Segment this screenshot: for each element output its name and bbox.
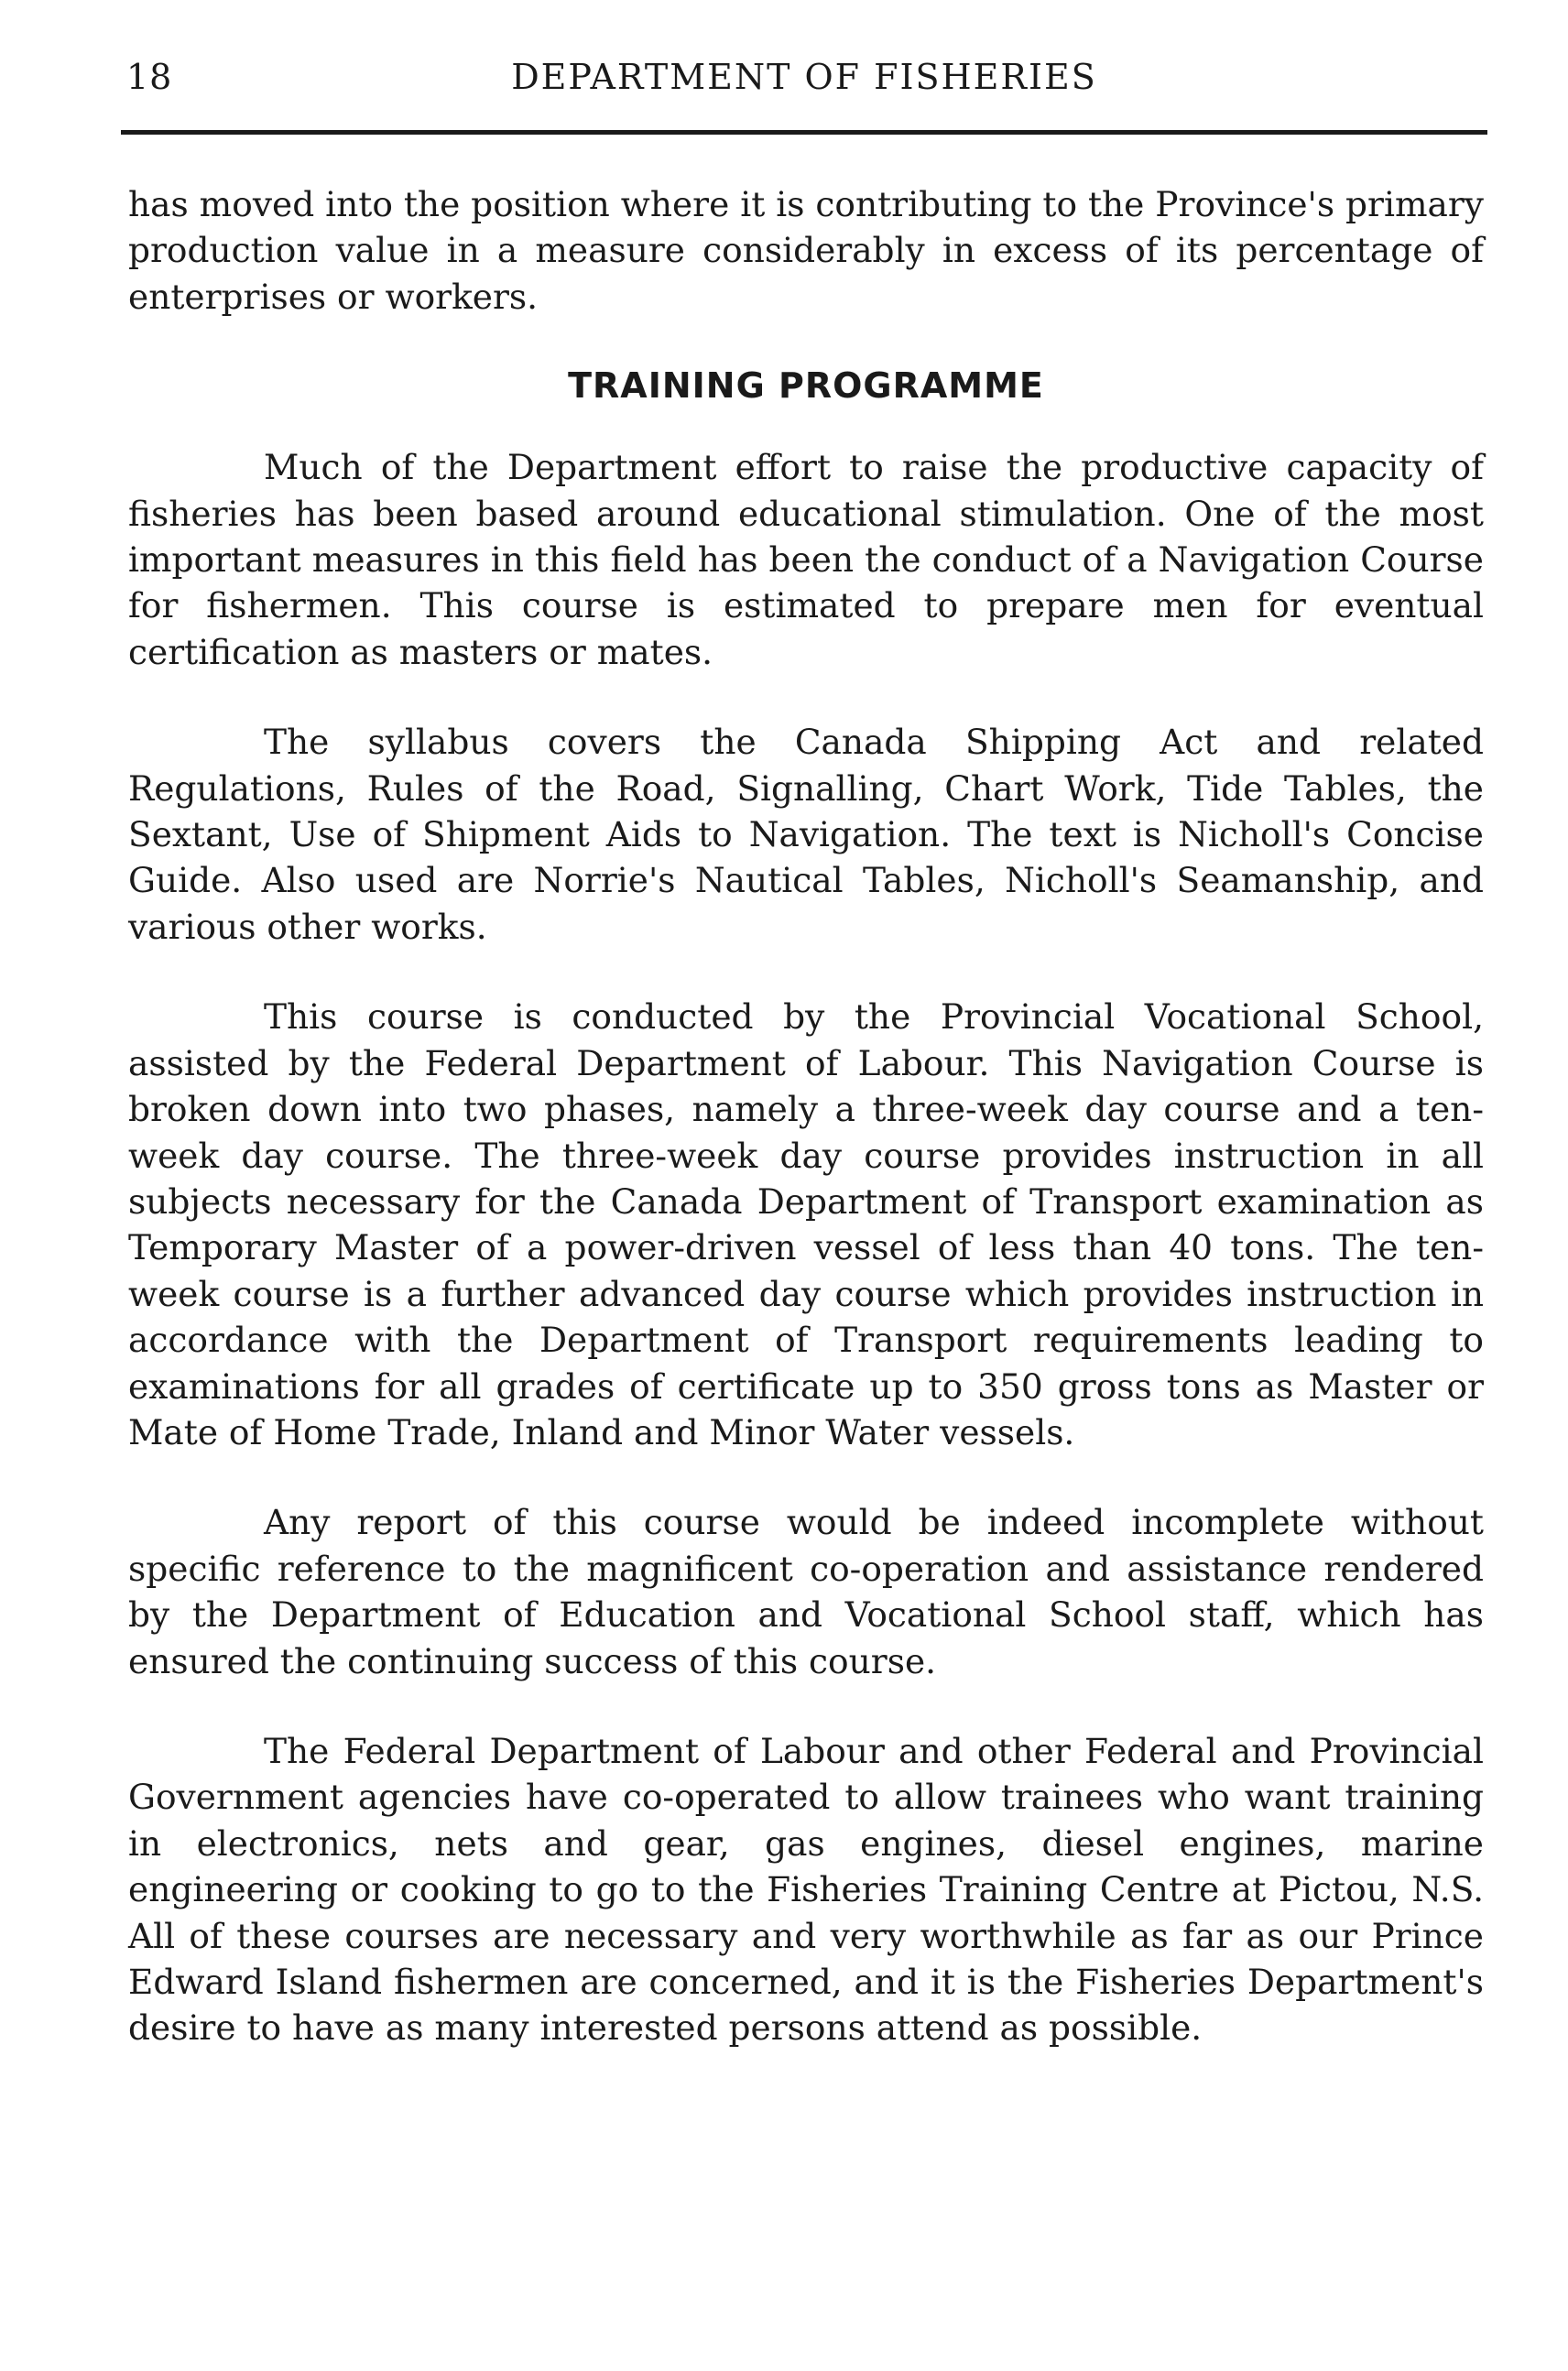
body-paragraph: This course is conducted by the Provincial Vocational School, assisted by the Federal Department of Labour. This Navigation Course is broken down into two phases, namely a three-week day course and a ten-week day course. The three-week day course provides instruction in all subjects necessary for the Canada Department of Transport examination as Temporary Master of a power-driven vessel of less than 40 tons. The ten-week course is a further advanced day course which provides instruction in accordance with the Department of Transport requirements leading to examinations for all grades of certificate up to 350 gross tons as Master or Mate of Home Trade, Inland and Minor Water vessels. [128,996,1484,1452]
intro-paragraph: has moved into the position where it is contributing to the Province's primary production value in a measure considerably in excess of its percentage of enterprises or workers. [128,184,1484,317]
page-body [128,181,1484,2051]
page-header [126,57,1482,112]
running-head: DEPARTMENT OF FISHERIES [511,57,1097,97]
body-paragraph: Much of the Department effort to raise the productive capacity of fisheries has been based around educational stimulation. One of the most important measures in this field has been the conduct of a Navigation Course for fishermen. This course is estimated to prepare men for eventual certification as masters or mates. [128,447,1484,672]
body-paragraph: Any report of this course would be indeed incomplete without specific reference to the magnificent co-operation and assistance rendered by the Department of Education and Vocational School staff, which has ensured the continuing success of this course. [128,1502,1484,1681]
header-rule [121,130,1487,135]
page-number: 18 [126,57,173,97]
body-paragraph: The syllabus covers the Canada Shipping Act and related Regulations, Rules of the Road, Signalling, Chart Work, Tide Tables, the Sextant, Use of Shipment Aids to Navigation. The text is Nicholl's Concise Guide. Also used are Norrie's Nautical Tables, Nicholl's Seamanship, and various other works. [128,722,1484,947]
section-heading: TRAINING PROGRAMME [568,365,1044,407]
body-paragraph: The Federal Department of Labour and other Federal and Provincial Government agencies have co-operated to allow trainees who want training in electronics, nets and gear, gas engines, diesel engines, marine engineering or cooking to go to the Fisheries Training Centre at Pictou, N.S. All of these courses are necessary and very worthwhile as far as our Prince Edward Island fishermen are concerned, and it is the Fisheries Department's desire to have as many interested persons attend as possible. [128,1730,1484,2049]
